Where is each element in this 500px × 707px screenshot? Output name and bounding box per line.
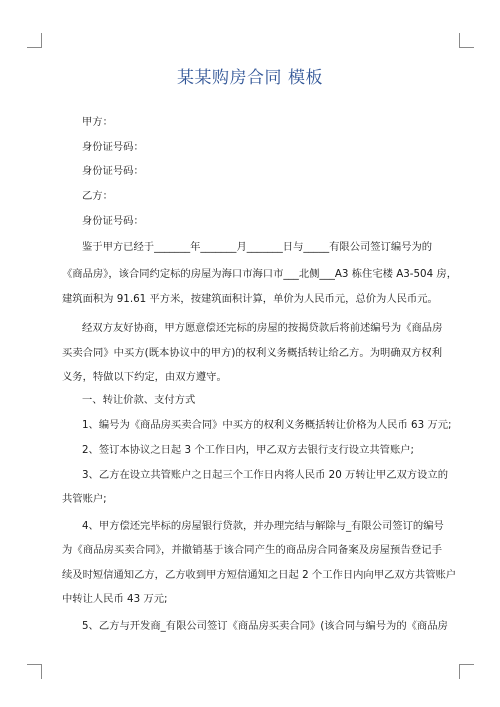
party-a-label: 甲方： bbox=[82, 116, 113, 128]
clause-item: 5、乙方与开发商_有限公司签订《商品房买卖合同》(该合同与编号为的《商品房 bbox=[82, 620, 448, 632]
agreement-line: 经双方友好协商，甲方愿意偿还完标的房屋的按揭贷款后将前述编号为《商品房 bbox=[82, 322, 443, 334]
party-a-id-label-2: 身份证号码： bbox=[82, 165, 144, 177]
clause-item: 续及时短信通知乙方，乙方收到甲方短信通知之日起 2 个工作日内向甲乙双方共管账户 bbox=[62, 569, 457, 581]
crop-mark-top-left bbox=[27, 33, 42, 48]
crop-mark-bottom-left bbox=[27, 664, 42, 679]
preamble-line: 建筑面积为 91.61 平方米，按建筑面积计算，单价为人民币元，总价为人民币元。 bbox=[62, 293, 438, 305]
preamble-line: 鉴于甲方已经于_______年_______月_______日与_____有限公司签订编号为的 bbox=[82, 241, 433, 253]
clause-item: 为《商品房买卖合同》，并撤销基于该合同产生的商品房合同备案及房屋预告登记手 bbox=[62, 544, 442, 556]
crop-mark-top-right bbox=[459, 33, 474, 48]
party-a-id-label: 身份证号码： bbox=[82, 141, 144, 153]
clause-item: 中转让人民币 43 万元; bbox=[62, 593, 168, 605]
clause-item: 1、编号为《商品房买卖合同》中买方的权利义务概括转让价格为人民币 63 万元; bbox=[82, 419, 452, 431]
clause-item: 共管账户; bbox=[62, 493, 107, 505]
clause-item: 4、甲方偿还完毕标的房屋银行贷款，并办理完结与解除与_有限公司签订的编号 bbox=[82, 520, 444, 532]
agreement-line: 义务，特做以下约定，由双方遵守。 bbox=[62, 371, 227, 383]
clause-item: 2、签订本协议之日起 3 个工作日内，甲乙双方去银行支行设立共管账户; bbox=[82, 444, 415, 456]
party-b-id-label: 身份证号码： bbox=[82, 215, 144, 227]
agreement-line: 买卖合同》中买方(既本协议中的甲方)的权利义务概括转让给乙方。为明确双方权利 bbox=[62, 347, 442, 359]
section-heading: 一、转让价款、支付方式 bbox=[82, 394, 196, 406]
preamble-line: 《商品房》，该合同约定标的房屋为海口市海口市___北侧___A3 栋住宅楼 A3-504 房， bbox=[62, 268, 458, 280]
crop-mark-bottom-right bbox=[459, 664, 474, 679]
document-title: 某某购房合同 模板 bbox=[177, 68, 323, 88]
party-b-label: 乙方： bbox=[82, 190, 113, 202]
clause-item: 3、乙方在设立共管账户之日起三个工作日内将人民币 20 万转让甲乙双方设立的 bbox=[82, 469, 448, 481]
